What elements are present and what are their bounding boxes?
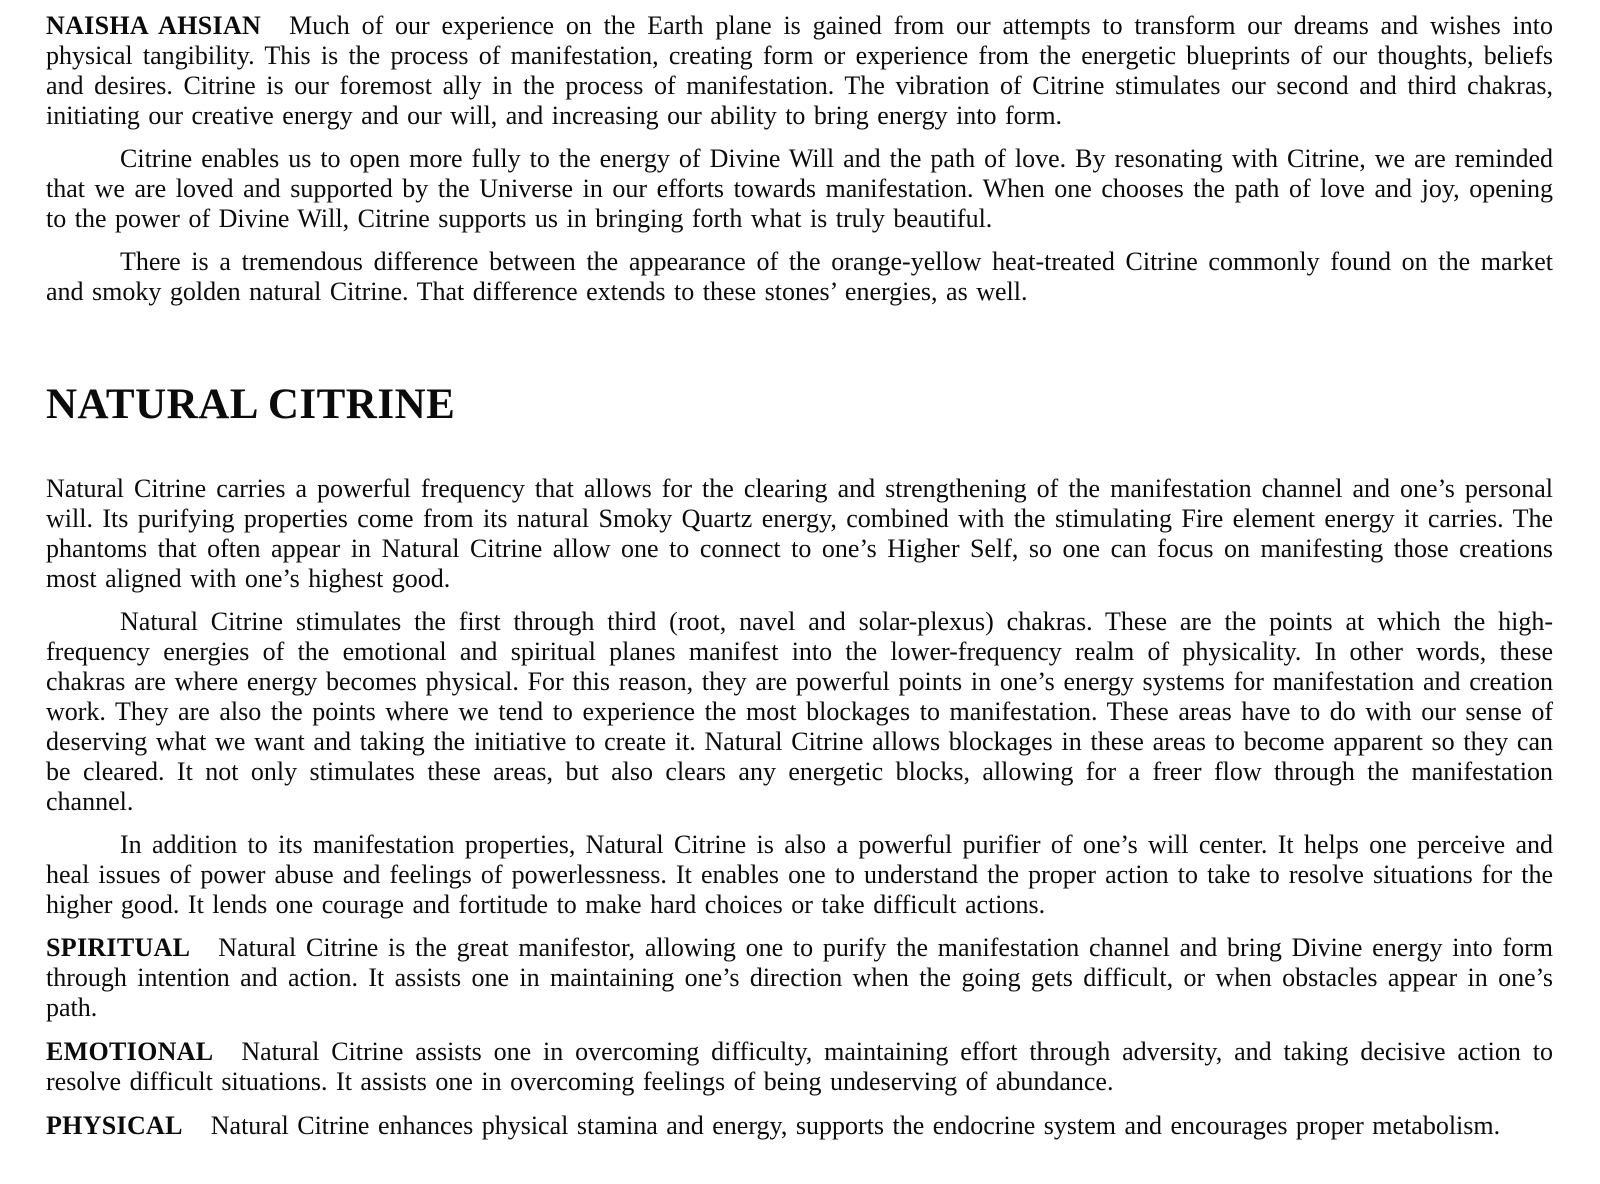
author-lead-label: NAISHA AHSIAN — [46, 11, 262, 40]
spiritual-label: SPIRITUAL — [46, 933, 191, 962]
paragraph-intro-1-text: Much of our experience on the Earth plane is gained from our attempts to transform our dreams and wishes into physical tangibility. This is the process of manifestation, creating form or experience from the energetic blueprints of our thoughts, beliefs and desires. Citrine is our foremost ally in the process of manifestation. The vibration of Citrine stimulates our second and third chakras, initiating our creative energy and our will, and increasing our ability to bring energy into form. — [46, 11, 1554, 130]
paragraph-intro-3: There is a tremendous difference between the appearance of the orange-yellow heat-treated Citrine commonly found on the market and smoky golden natural Citrine. That difference extends to these stones’ energies, as well. — [46, 247, 1553, 306]
properties-block — [46, 933, 1553, 1141]
paragraph-spiritual — [46, 933, 1553, 1023]
spiritual-text: Natural Citrine is the great manifestor, allowing one to purify the manifestation channel and bring Divine energy into form through intention and action. It assists one in maintaining one’s direction when the going gets difficult, or when obstacles appear in one’s path. — [46, 933, 1553, 1022]
emotional-text: Natural Citrine assists one in overcoming difficulty, maintaining effort through adversity, and taking decisive action to resolve difficult situations. It assists one in overcoming feelings of being undeserving of abundance. — [46, 1037, 1553, 1096]
paragraph-intro-1 — [46, 11, 1553, 131]
paragraph-intro-2: Citrine enables us to open more fully to the energy of Divine Will and the path of love. By resonating with Citrine, we are reminded that we are loved and supported by the Universe in our efforts towards manifestation. When one chooses the path of love and joy, opening to the power of Divine Will, Citrine supports us in bringing forth what is truly beautiful. — [46, 144, 1553, 233]
paragraph-physical — [46, 1111, 1553, 1141]
paragraph-emotional — [46, 1037, 1553, 1097]
paragraph-section-2: Natural Citrine stimulates the first through third (root, navel and solar-plexus) chakras. These are the points at which the high-frequency energies of the emotional and spiritual planes manifest into the lower-frequency realm of physicality. In other words, these chakras are where energy becomes physical. For this reason, they are powerful points in one’s energy systems for manifestation and creation work. They are also the points where we tend to experience the most blockages to manifestation. These areas have to do with our sense of deserving what we want and taking the initiative to create it. Natural Citrine allows blockages in these areas to become apparent so they can be cleared. It not only stimulates these areas, but also clears any energetic blocks, allowing for a freer flow through the manifestation channel. — [46, 607, 1553, 816]
emotional-label: EMOTIONAL — [46, 1037, 214, 1066]
paragraph-section-3: In addition to its manifestation properties, Natural Citrine is also a powerful purifier of one’s will center. It helps one perceive and heal issues of power abuse and feelings of powerlessness. It enables one to understand the proper action to take to resolve situations for the higher good. It lends one courage and fortitude to make hard choices or take difficult actions. — [46, 830, 1553, 919]
paragraph-section-1: Natural Citrine carries a powerful frequency that allows for the clearing and strengthening of the manifestation channel and one’s personal will. Its purifying properties come from its natural Smoky Quartz energy, combined with the stimulating Fire element energy it carries. The phantoms that often appear in Natural Citrine allow one to connect to one’s Higher Self, so one can focus on manifesting those creations most aligned with one’s highest good. — [46, 474, 1553, 593]
physical-text: Natural Citrine enhances physical stamina and energy, supports the endocrine system and encourages proper metabolism. — [210, 1111, 1501, 1140]
section-heading: NATURAL CITRINE — [46, 381, 456, 428]
physical-label: PHYSICAL — [46, 1111, 183, 1140]
